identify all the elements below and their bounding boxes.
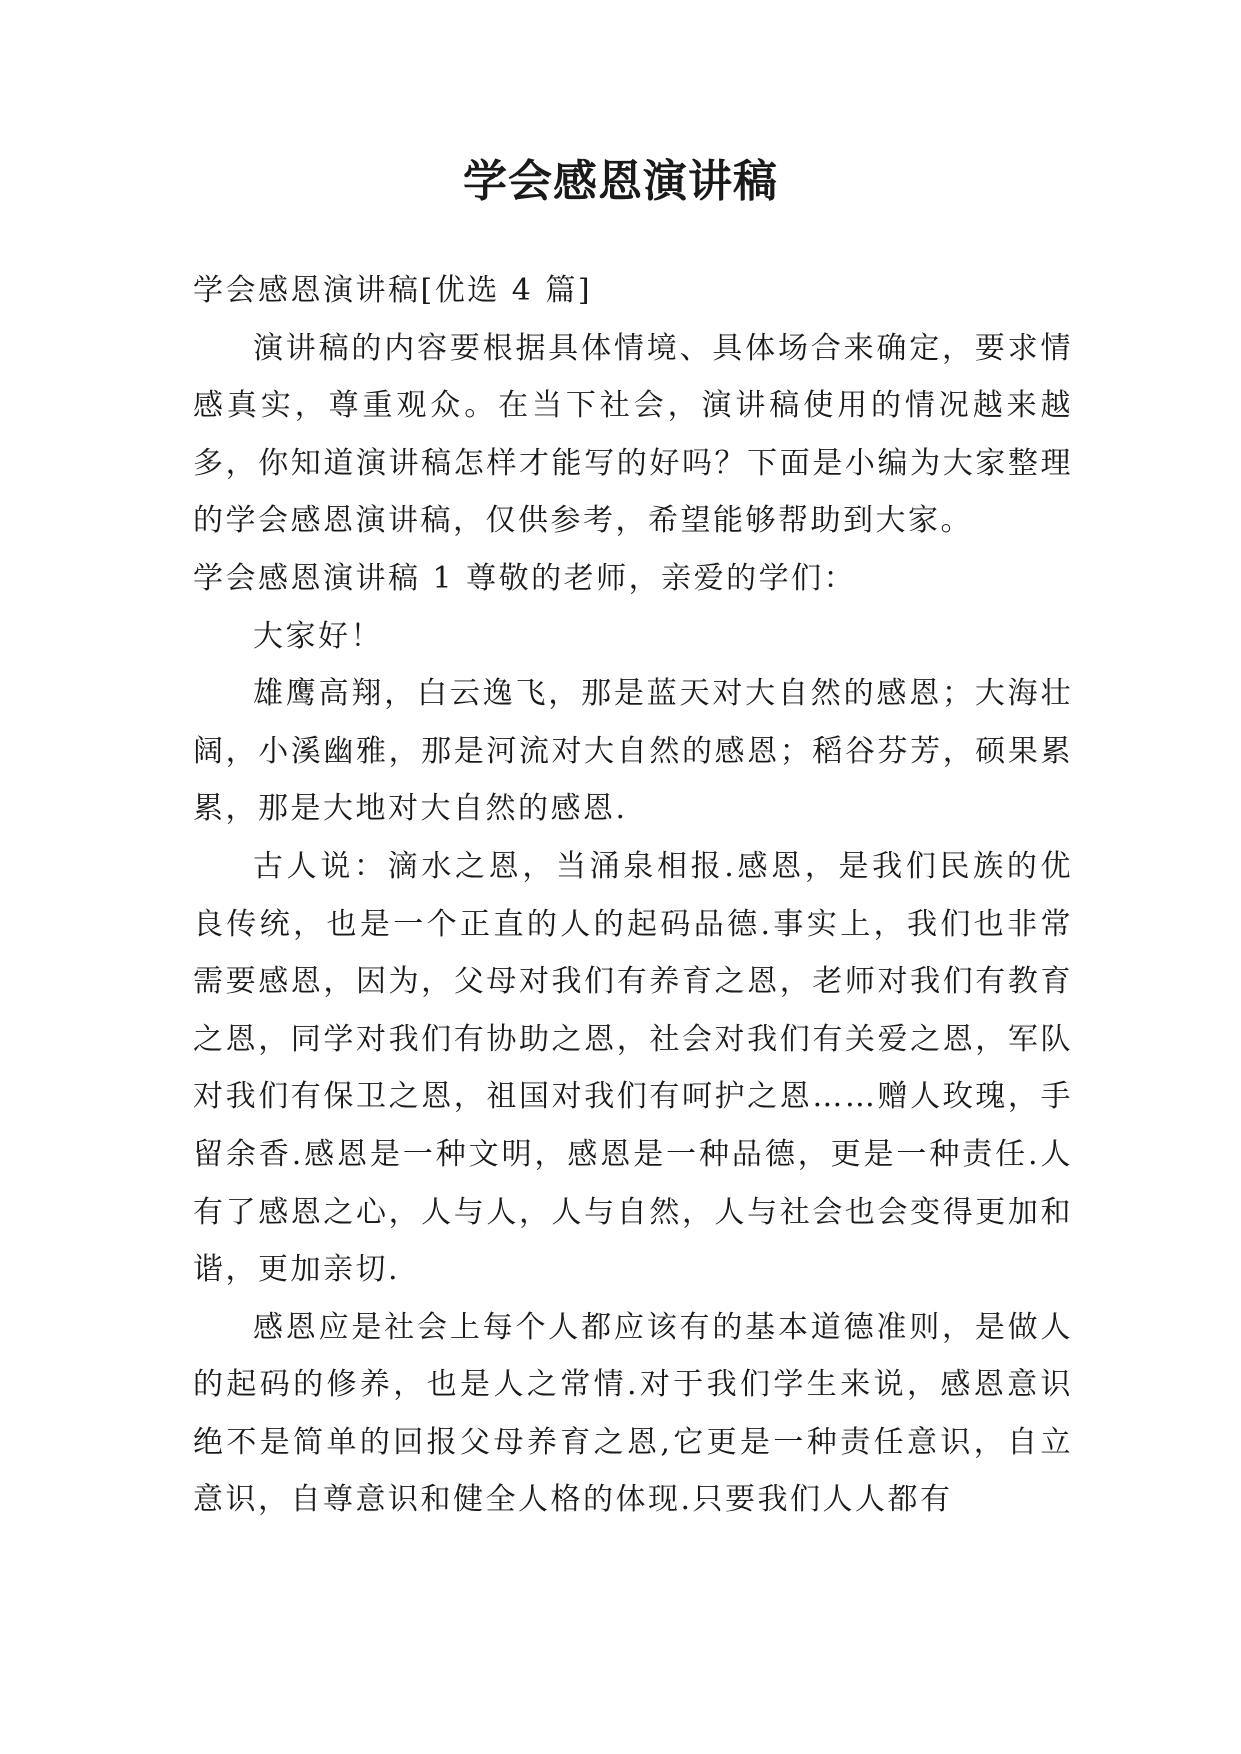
paragraph: 学会感恩演讲稿 1 尊敬的老师，亲爱的学们： <box>193 560 857 596</box>
document-body <box>193 262 1073 1529</box>
document-subtitle: 学会感恩演讲稿[优选 4 篇] <box>193 273 593 308</box>
paragraph: 大家好！ <box>253 618 383 654</box>
paragraph: 感恩应是社会上每个人都应该有的基本道德准则，是做人的起码的修养，也是人之常情.对于我们学生来说，感恩意识绝不是简单的回报父母养育之恩,它更是一种责任意识，自立意识，自尊意识和健全人格的体现.只要我们人人都有 <box>193 1309 1073 1518</box>
paragraph: 雄鹰高翔，白云逸飞，那是蓝天对大自然的感恩；大海壮阔，小溪幽雅，那是河流对大自然的感恩；稻谷芬芳，硕果累累，那是大地对大自然的感恩. <box>193 676 1073 827</box>
paragraph: 古人说：滴水之恩，当涌泉相报.感恩，是我们民族的优良传统，也是一个正直的人的起码品德.事实上，我们也非常需要感恩，因为，父母对我们有养育之恩，老师对我们有教育之恩，同学对我们有协助之恩，社会对我们有关爱之恩，军队对我们有保卫之恩，祖国对我们有呵护之恩……赠人玫瑰，手留余香.感恩是一种文明，感恩是一种品德，更是一种责任.人有了感恩之心，人与人，人与自然，人与社会也会变得更加和谐，更加亲切. <box>193 848 1073 1288</box>
document-title: 学会感恩演讲稿 <box>463 156 778 207</box>
paragraph: 演讲稿的内容要根据具体情境、具体场合来确定，要求情感真实，尊重观众。在当下社会，演讲稿使用的情况越来越多，你知道演讲稿怎样才能写的好吗？下面是小编为大家整理的学会感恩演讲稿，仅供参考，希望能够帮助到大家。 <box>193 330 1073 539</box>
